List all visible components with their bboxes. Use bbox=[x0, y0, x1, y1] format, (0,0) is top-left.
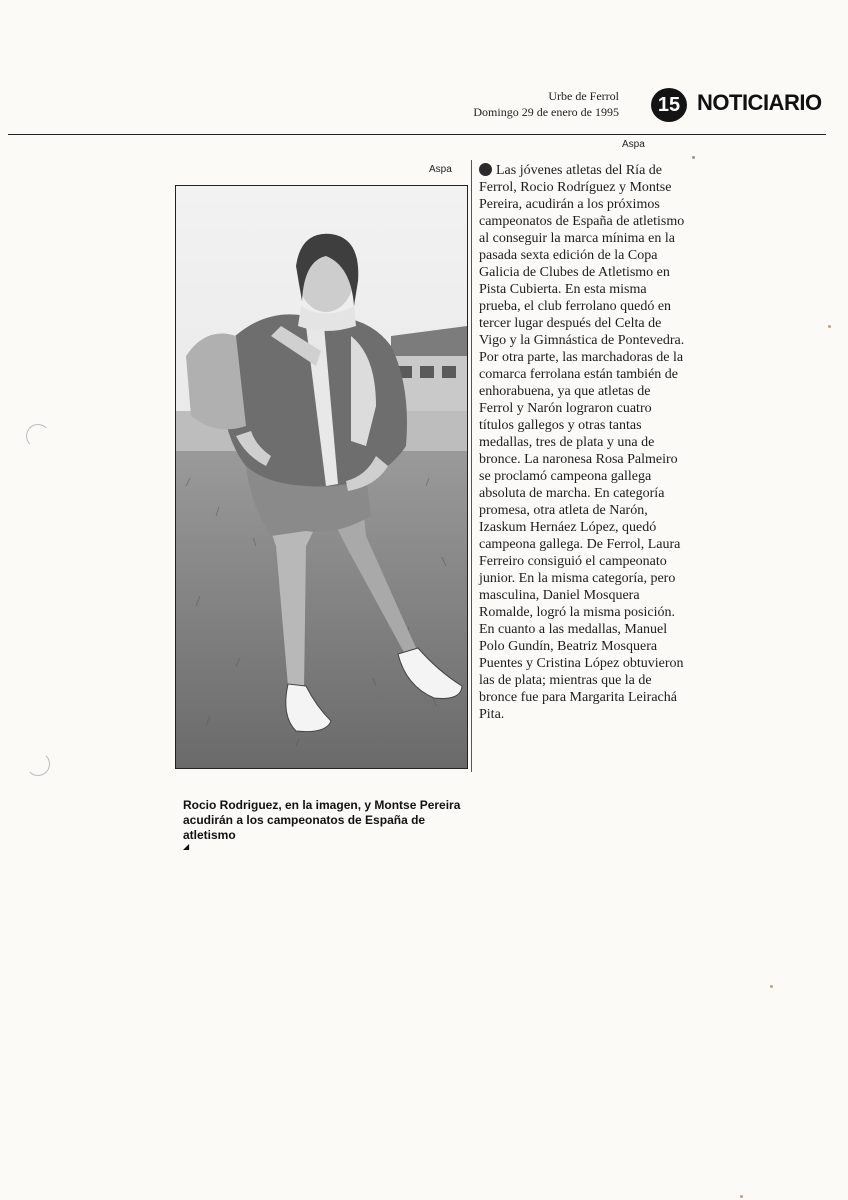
scan-speck bbox=[740, 1195, 743, 1198]
punch-hole-mark bbox=[26, 752, 50, 776]
scan-speck bbox=[692, 156, 695, 159]
publication-name: Urbe de Ferrol bbox=[548, 89, 619, 103]
caption-end-mark: ◢ bbox=[183, 842, 190, 851]
page-number-badge: 15 bbox=[651, 88, 687, 122]
column-credit: Aspa bbox=[622, 139, 645, 150]
photo-caption: Rocio Rodriguez, en la imagen, y Montse Pereira acudirán a los campeonatos de España de atletismo bbox=[183, 798, 461, 842]
header-rule bbox=[8, 134, 826, 135]
masthead bbox=[399, 88, 619, 120]
round-bullet-icon bbox=[479, 163, 492, 176]
article-text: Las jóvenes atletas del Ría de Ferrol, Rocio Rodríguez y Montse Pereira, acudirán a los próximos campeonatos de España de atletismo al conseguir la marca mínima en la pasada sexta edición de la Copa Galicia de Clubes de Atletismo en Pista Cubierta. En esta misma prueba, el club ferrolano quedó en tercer lugar después del Celta de Vigo y la Gimnástica de Pontevedra. Por otra parte, las marchadoras de la comarca ferrolana están también de enhorabuena, ya que atletas de Ferrol y Narón lograron cuatro títulos gallegos y otras tantas medallas, tres de plata y una de bronce. La naronesa Rosa Palmeiro se proclamó campeona gallega absoluta de marcha. En categoría promesa, otra atleta de Narón, Izaskum Hernáez López, quedó campeona gallega. De Ferrol, Laura Ferreiro consiguió el campeonato junior. En la misma categoría, pero masculina, Daniel Mosquera Romalde, logró la misma posición. En cuanto a las medallas, Manuel Polo Gundín, Beatriz Mosquera Puentes y Cristina López obtuvieron las de plata; mientras que la de bronce fue para Margarita Leirachá Pita. bbox=[479, 163, 685, 722]
scan-speck bbox=[770, 985, 773, 988]
article-body bbox=[479, 162, 687, 723]
athlete-photo-illustration bbox=[176, 186, 467, 768]
athlete-photo bbox=[175, 185, 468, 769]
scan-speck bbox=[828, 325, 831, 328]
section-title: NOTICIARIO bbox=[697, 90, 822, 115]
column-divider bbox=[471, 160, 472, 772]
photo-credit: Aspa bbox=[429, 164, 452, 175]
punch-hole-mark bbox=[26, 424, 50, 448]
publication-date: Domingo 29 de enero de 1995 bbox=[473, 105, 619, 119]
